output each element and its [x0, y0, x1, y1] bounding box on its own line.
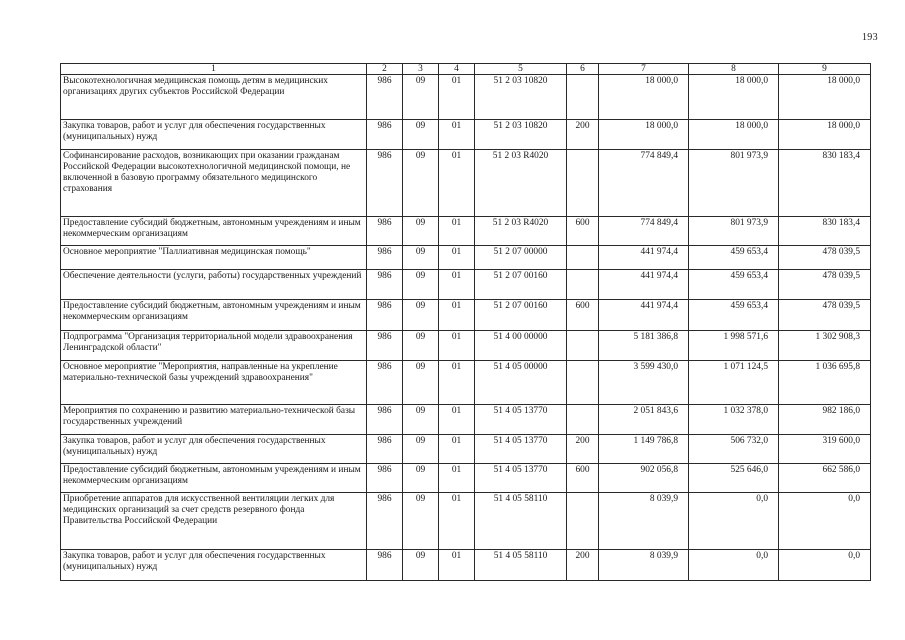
column-header: 9 — [779, 64, 871, 75]
amount-year-3: 830 183,4 — [779, 217, 871, 246]
amount-year-3: 478 039,5 — [779, 300, 871, 331]
amount-year-2: 506 732,0 — [689, 435, 779, 464]
column-header: 3 — [403, 64, 439, 75]
amount-year-3: 1 302 908,3 — [779, 331, 871, 361]
table-row — [61, 331, 871, 361]
ministry-code: 986 — [367, 550, 403, 581]
ministry-code: 986 — [367, 405, 403, 435]
table-row — [61, 217, 871, 246]
amount-year-3: 0,0 — [779, 493, 871, 550]
row-name: Предоставление субсидий бюджетным, автономным учреждениям и иным некоммерческим организациям — [61, 217, 367, 246]
target-article-code: 51 4 05 13770 — [475, 464, 567, 493]
amount-year-1: 18 000,0 — [599, 120, 689, 150]
row-name: Основное мероприятие "Мероприятия, направленные на укрепление материально-технической базы учреждений здравоохранения" — [61, 361, 367, 405]
amount-year-1: 441 974,4 — [599, 300, 689, 331]
expense-type-code: 200 — [567, 120, 599, 150]
row-name: Закупка товаров, работ и услуг для обеспечения государственных (муниципальных) нужд — [61, 435, 367, 464]
column-header: 7 — [599, 64, 689, 75]
subsection-code: 01 — [439, 246, 475, 270]
target-article-code: 51 4 05 13770 — [475, 435, 567, 464]
table-row — [61, 435, 871, 464]
row-name: Закупка товаров, работ и услуг для обеспечения государственных (муниципальных) нужд — [61, 550, 367, 581]
ministry-code: 986 — [367, 75, 403, 120]
ministry-code: 986 — [367, 150, 403, 217]
amount-year-3: 1 036 695,8 — [779, 361, 871, 405]
expense-type-code — [567, 361, 599, 405]
amount-year-3: 319 600,0 — [779, 435, 871, 464]
expense-type-code: 600 — [567, 217, 599, 246]
subsection-code: 01 — [439, 464, 475, 493]
amount-year-1: 18 000,0 — [599, 75, 689, 120]
column-header: 8 — [689, 64, 779, 75]
amount-year-3: 662 586,0 — [779, 464, 871, 493]
section-code: 09 — [403, 331, 439, 361]
section-code: 09 — [403, 550, 439, 581]
section-code: 09 — [403, 246, 439, 270]
amount-year-3: 18 000,0 — [779, 75, 871, 120]
expense-type-code — [567, 493, 599, 550]
amount-year-2: 459 653,4 — [689, 300, 779, 331]
target-article-code: 51 4 05 58110 — [475, 493, 567, 550]
row-name: Мероприятия по сохранению и развитию материально-технической базы государственных учреждений — [61, 405, 367, 435]
row-name: Высокотехнологичная медицинская помощь детям в медицинских организациях других субъектов Российской Федерации — [61, 75, 367, 120]
subsection-code: 01 — [439, 550, 475, 581]
row-name: Подпрограмма "Организация территориальной модели здравоохранения Ленинградской области" — [61, 331, 367, 361]
column-header: 5 — [475, 64, 567, 75]
row-name: Приобретение аппаратов для искусственной вентиляции легких для медицинских организаций за счет средств резервного фонда Правительства Российской Федерации — [61, 493, 367, 550]
subsection-code: 01 — [439, 405, 475, 435]
column-header: 4 — [439, 64, 475, 75]
row-name: Закупка товаров, работ и услуг для обеспечения государственных (муниципальных) нужд — [61, 120, 367, 150]
amount-year-1: 441 974,4 — [599, 270, 689, 300]
amount-year-3: 478 039,5 — [779, 270, 871, 300]
ministry-code: 986 — [367, 246, 403, 270]
row-name: Предоставление субсидий бюджетным, автономным учреждениям и иным некоммерческим организациям — [61, 300, 367, 331]
target-article-code: 51 4 00 00000 — [475, 331, 567, 361]
target-article-code: 51 4 05 13770 — [475, 405, 567, 435]
section-code: 09 — [403, 464, 439, 493]
amount-year-1: 2 051 843,6 — [599, 405, 689, 435]
target-article-code: 51 4 05 00000 — [475, 361, 567, 405]
table-row — [61, 405, 871, 435]
ministry-code: 986 — [367, 217, 403, 246]
amount-year-3: 478 039,5 — [779, 246, 871, 270]
amount-year-2: 459 653,4 — [689, 246, 779, 270]
section-code: 09 — [403, 270, 439, 300]
expense-type-code: 200 — [567, 435, 599, 464]
amount-year-2: 525 646,0 — [689, 464, 779, 493]
column-header: 2 — [367, 64, 403, 75]
expense-type-code: 600 — [567, 300, 599, 331]
subsection-code: 01 — [439, 217, 475, 246]
amount-year-1: 3 599 430,0 — [599, 361, 689, 405]
column-header: 1 — [61, 64, 367, 75]
expense-type-code — [567, 150, 599, 217]
section-code: 09 — [403, 493, 439, 550]
ministry-code: 986 — [367, 464, 403, 493]
table-row — [61, 550, 871, 581]
section-code: 09 — [403, 75, 439, 120]
table-row — [61, 464, 871, 493]
amount-year-3: 982 186,0 — [779, 405, 871, 435]
table-row — [61, 75, 871, 120]
subsection-code: 01 — [439, 120, 475, 150]
row-name: Обеспечение деятельности (услуги, работы) государственных учреждений — [61, 270, 367, 300]
target-article-code: 51 2 03 10820 — [475, 75, 567, 120]
table-row — [61, 270, 871, 300]
amount-year-2: 1 071 124,5 — [689, 361, 779, 405]
table-row — [61, 246, 871, 270]
target-article-code: 51 2 03 10820 — [475, 120, 567, 150]
ministry-code: 986 — [367, 435, 403, 464]
table-header-row — [61, 64, 871, 75]
amount-year-1: 1 149 786,8 — [599, 435, 689, 464]
amount-year-1: 774 849,4 — [599, 150, 689, 217]
amount-year-1: 8 039,9 — [599, 493, 689, 550]
subsection-code: 01 — [439, 270, 475, 300]
table-row — [61, 300, 871, 331]
expense-type-code — [567, 246, 599, 270]
amount-year-1: 441 974,4 — [599, 246, 689, 270]
row-name: Основное мероприятие "Паллиативная медицинская помощь" — [61, 246, 367, 270]
expense-type-code — [567, 405, 599, 435]
target-article-code: 51 2 07 00160 — [475, 300, 567, 331]
expense-type-code: 200 — [567, 550, 599, 581]
ministry-code: 986 — [367, 493, 403, 550]
subsection-code: 01 — [439, 361, 475, 405]
section-code: 09 — [403, 150, 439, 217]
amount-year-2: 801 973,9 — [689, 150, 779, 217]
ministry-code: 986 — [367, 120, 403, 150]
amount-year-3: 0,0 — [779, 550, 871, 581]
target-article-code: 51 2 07 00000 — [475, 246, 567, 270]
subsection-code: 01 — [439, 75, 475, 120]
amount-year-2: 18 000,0 — [689, 75, 779, 120]
expense-type-code: 600 — [567, 464, 599, 493]
target-article-code: 51 2 07 00160 — [475, 270, 567, 300]
budget-table — [60, 63, 871, 581]
ministry-code: 986 — [367, 270, 403, 300]
section-code: 09 — [403, 300, 439, 331]
subsection-code: 01 — [439, 435, 475, 464]
amount-year-1: 5 181 386,8 — [599, 331, 689, 361]
amount-year-2: 1 032 378,0 — [689, 405, 779, 435]
section-code: 09 — [403, 405, 439, 435]
target-article-code: 51 2 03 R4020 — [475, 217, 567, 246]
section-code: 09 — [403, 120, 439, 150]
amount-year-2: 1 998 571,6 — [689, 331, 779, 361]
table-row — [61, 361, 871, 405]
expense-type-code — [567, 331, 599, 361]
amount-year-2: 801 973,9 — [689, 217, 779, 246]
amount-year-1: 902 056,8 — [599, 464, 689, 493]
row-name: Софинансирование расходов, возникающих при оказании гражданам Российской Федерации высокотехнологичной медицинской помощи, не включенной в базовую программу обязательного медицинского страхования — [61, 150, 367, 217]
amount-year-2: 0,0 — [689, 550, 779, 581]
amount-year-3: 830 183,4 — [779, 150, 871, 217]
subsection-code: 01 — [439, 493, 475, 550]
amount-year-2: 0,0 — [689, 493, 779, 550]
table-row — [61, 150, 871, 217]
column-header: 6 — [567, 64, 599, 75]
subsection-code: 01 — [439, 300, 475, 331]
section-code: 09 — [403, 361, 439, 405]
table-row — [61, 120, 871, 150]
ministry-code: 986 — [367, 300, 403, 331]
expense-type-code — [567, 75, 599, 120]
subsection-code: 01 — [439, 150, 475, 217]
row-name: Предоставление субсидий бюджетным, автономным учреждениям и иным некоммерческим организациям — [61, 464, 367, 493]
amount-year-1: 774 849,4 — [599, 217, 689, 246]
amount-year-2: 459 653,4 — [689, 270, 779, 300]
section-code: 09 — [403, 217, 439, 246]
page-number: 193 — [862, 32, 878, 43]
target-article-code: 51 4 05 58110 — [475, 550, 567, 581]
subsection-code: 01 — [439, 331, 475, 361]
amount-year-1: 8 039,9 — [599, 550, 689, 581]
ministry-code: 986 — [367, 361, 403, 405]
table-row — [61, 493, 871, 550]
expense-type-code — [567, 270, 599, 300]
target-article-code: 51 2 03 R4020 — [475, 150, 567, 217]
amount-year-3: 18 000,0 — [779, 120, 871, 150]
amount-year-2: 18 000,0 — [689, 120, 779, 150]
ministry-code: 986 — [367, 331, 403, 361]
section-code: 09 — [403, 435, 439, 464]
